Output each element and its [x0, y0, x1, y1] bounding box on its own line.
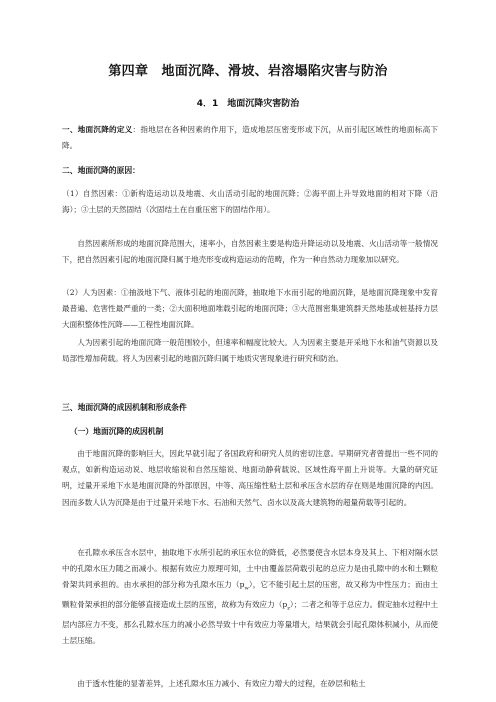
heading-causes-text: 二、地面沉降的原因： — [62, 166, 140, 175]
paragraph-human-factors — [62, 285, 438, 334]
heading-mechanism — [62, 400, 438, 416]
definition-body: ：指地层在各种因素的作用下，造成地层压密变形或下沉，从而引起区域性的地面标高下降。 — [62, 125, 438, 151]
paragraph-mechanism-history-text: 由于地面沉降的影响巨大，因此早就引起了各国政府和研究人员的密切注意。早期研究者曾提出一些不同的观点，如新构造运动说、地层收缩说和自然压缩说、地面动静荷载说、区域性海平面上升说等。大量的研究证明，过量开采地下水是地面沉降的外部原因，中等、高压缩性粘土层和承压含水层的存在则是地面沉降的内因。因而多数人认为沉降是由于过量开采地下水、石油和天然气、卤水以及高大建筑物的超量荷载等引起的。 — [62, 449, 438, 507]
subheading-mechanism-text: （一）地面沉降的成因机制 — [69, 427, 164, 436]
paragraph-permeability — [62, 676, 438, 692]
paragraph-natural-factors-text: （1）自然因素：①新构造运动以及地震、火山活动引起的地面沉降；②海平面上升导致地面的相对下降（沿海）；③土层的天然固结（次固结土在自重压密下的固结作用）。 — [62, 189, 438, 215]
paragraph-effective-stress-text: 在孔隙水承压含水层中，抽取地下水所引起的承压水位的降低，必然要使含水层本身及其上、下相对隔水层中的孔隙水压力随之而减小。根据有效应力原理可知，土中由覆盖层荷载引起的总应力是由孔隙中的水和土颗粒骨架共同承担的。由水承担的部分称为孔隙水压力$(p_w)$，它不能引起土层的压密，故又称为中性压力；而由土颗粒骨架承担的部分能够直接造成土层的压密，故称为有效应力$(p_z)$；二者之和等于总应力。假定抽水过程中土层内部应力不变，那么孔隙水压力的减小必然导致十中有效应力等量增大，结果就会引起孔隙体积减小，从而使土层压缩。 — [62, 548, 438, 646]
chapter-title: 第四章 地面沉降、滑坡、岩溶塌陷灾害与防治 — [108, 64, 388, 79]
paragraph-natural-summary-text: 自然因素所形成的地面沉降范围大，速率小，自然因素主要是构造升降运动以及地震、火山活动等一般情况下，把自然因素引起的地面沉降归属于地壳形变或构造运动的范畴，作为一种自然动力现象加以研究。 — [62, 239, 438, 265]
definition-paragraph — [62, 122, 438, 154]
paragraph-mechanism-history — [62, 446, 438, 511]
heading-mechanism-text: 三、地面沉降的成因机制和形成条件 — [62, 403, 187, 412]
paragraph-human-summary — [62, 335, 438, 367]
paragraph-human-factors-text: （2）人为因素：①抽汲地下气、液体引起的地面沉降，抽取地下水而引起的地面沉降，是地面沉降现象中发育最普遍、危害性最严重的一类；②大面积地面堆载引起的地面沉降；③大范围密集建筑群天然地基或桩基持力层大面积整体性沉降——工程性地面沉降。 — [62, 288, 438, 330]
heading-causes — [62, 163, 438, 179]
definition-lead: 一、地面沉降的定义 — [62, 125, 133, 134]
paragraph-natural-factors — [62, 186, 438, 218]
pore-pressure-subscript: w — [244, 585, 249, 592]
effective-stress-subscript: z — [287, 605, 290, 612]
paragraph-natural-summary — [62, 236, 438, 268]
paragraph-permeability-text: 由于透水性能的显著差异，上述孔隙水压力减小、有效应力增大的过程，在砂层和粘土 — [77, 679, 366, 688]
paragraph-human-summary-text: 人为因素引起的地面沉降一般范围较小，但速率和幅度比较大。人为因素主要是开采地下水和油气资源以及局部性增加荷载。将人为因素引起的地面沉降归属于地质灾害现象进行研究和防治。 — [62, 338, 438, 364]
paragraph-effective-stress — [62, 545, 438, 649]
section-title: 4．1 地面沉降灾害防治 — [196, 99, 300, 109]
subheading-mechanism — [62, 424, 438, 440]
